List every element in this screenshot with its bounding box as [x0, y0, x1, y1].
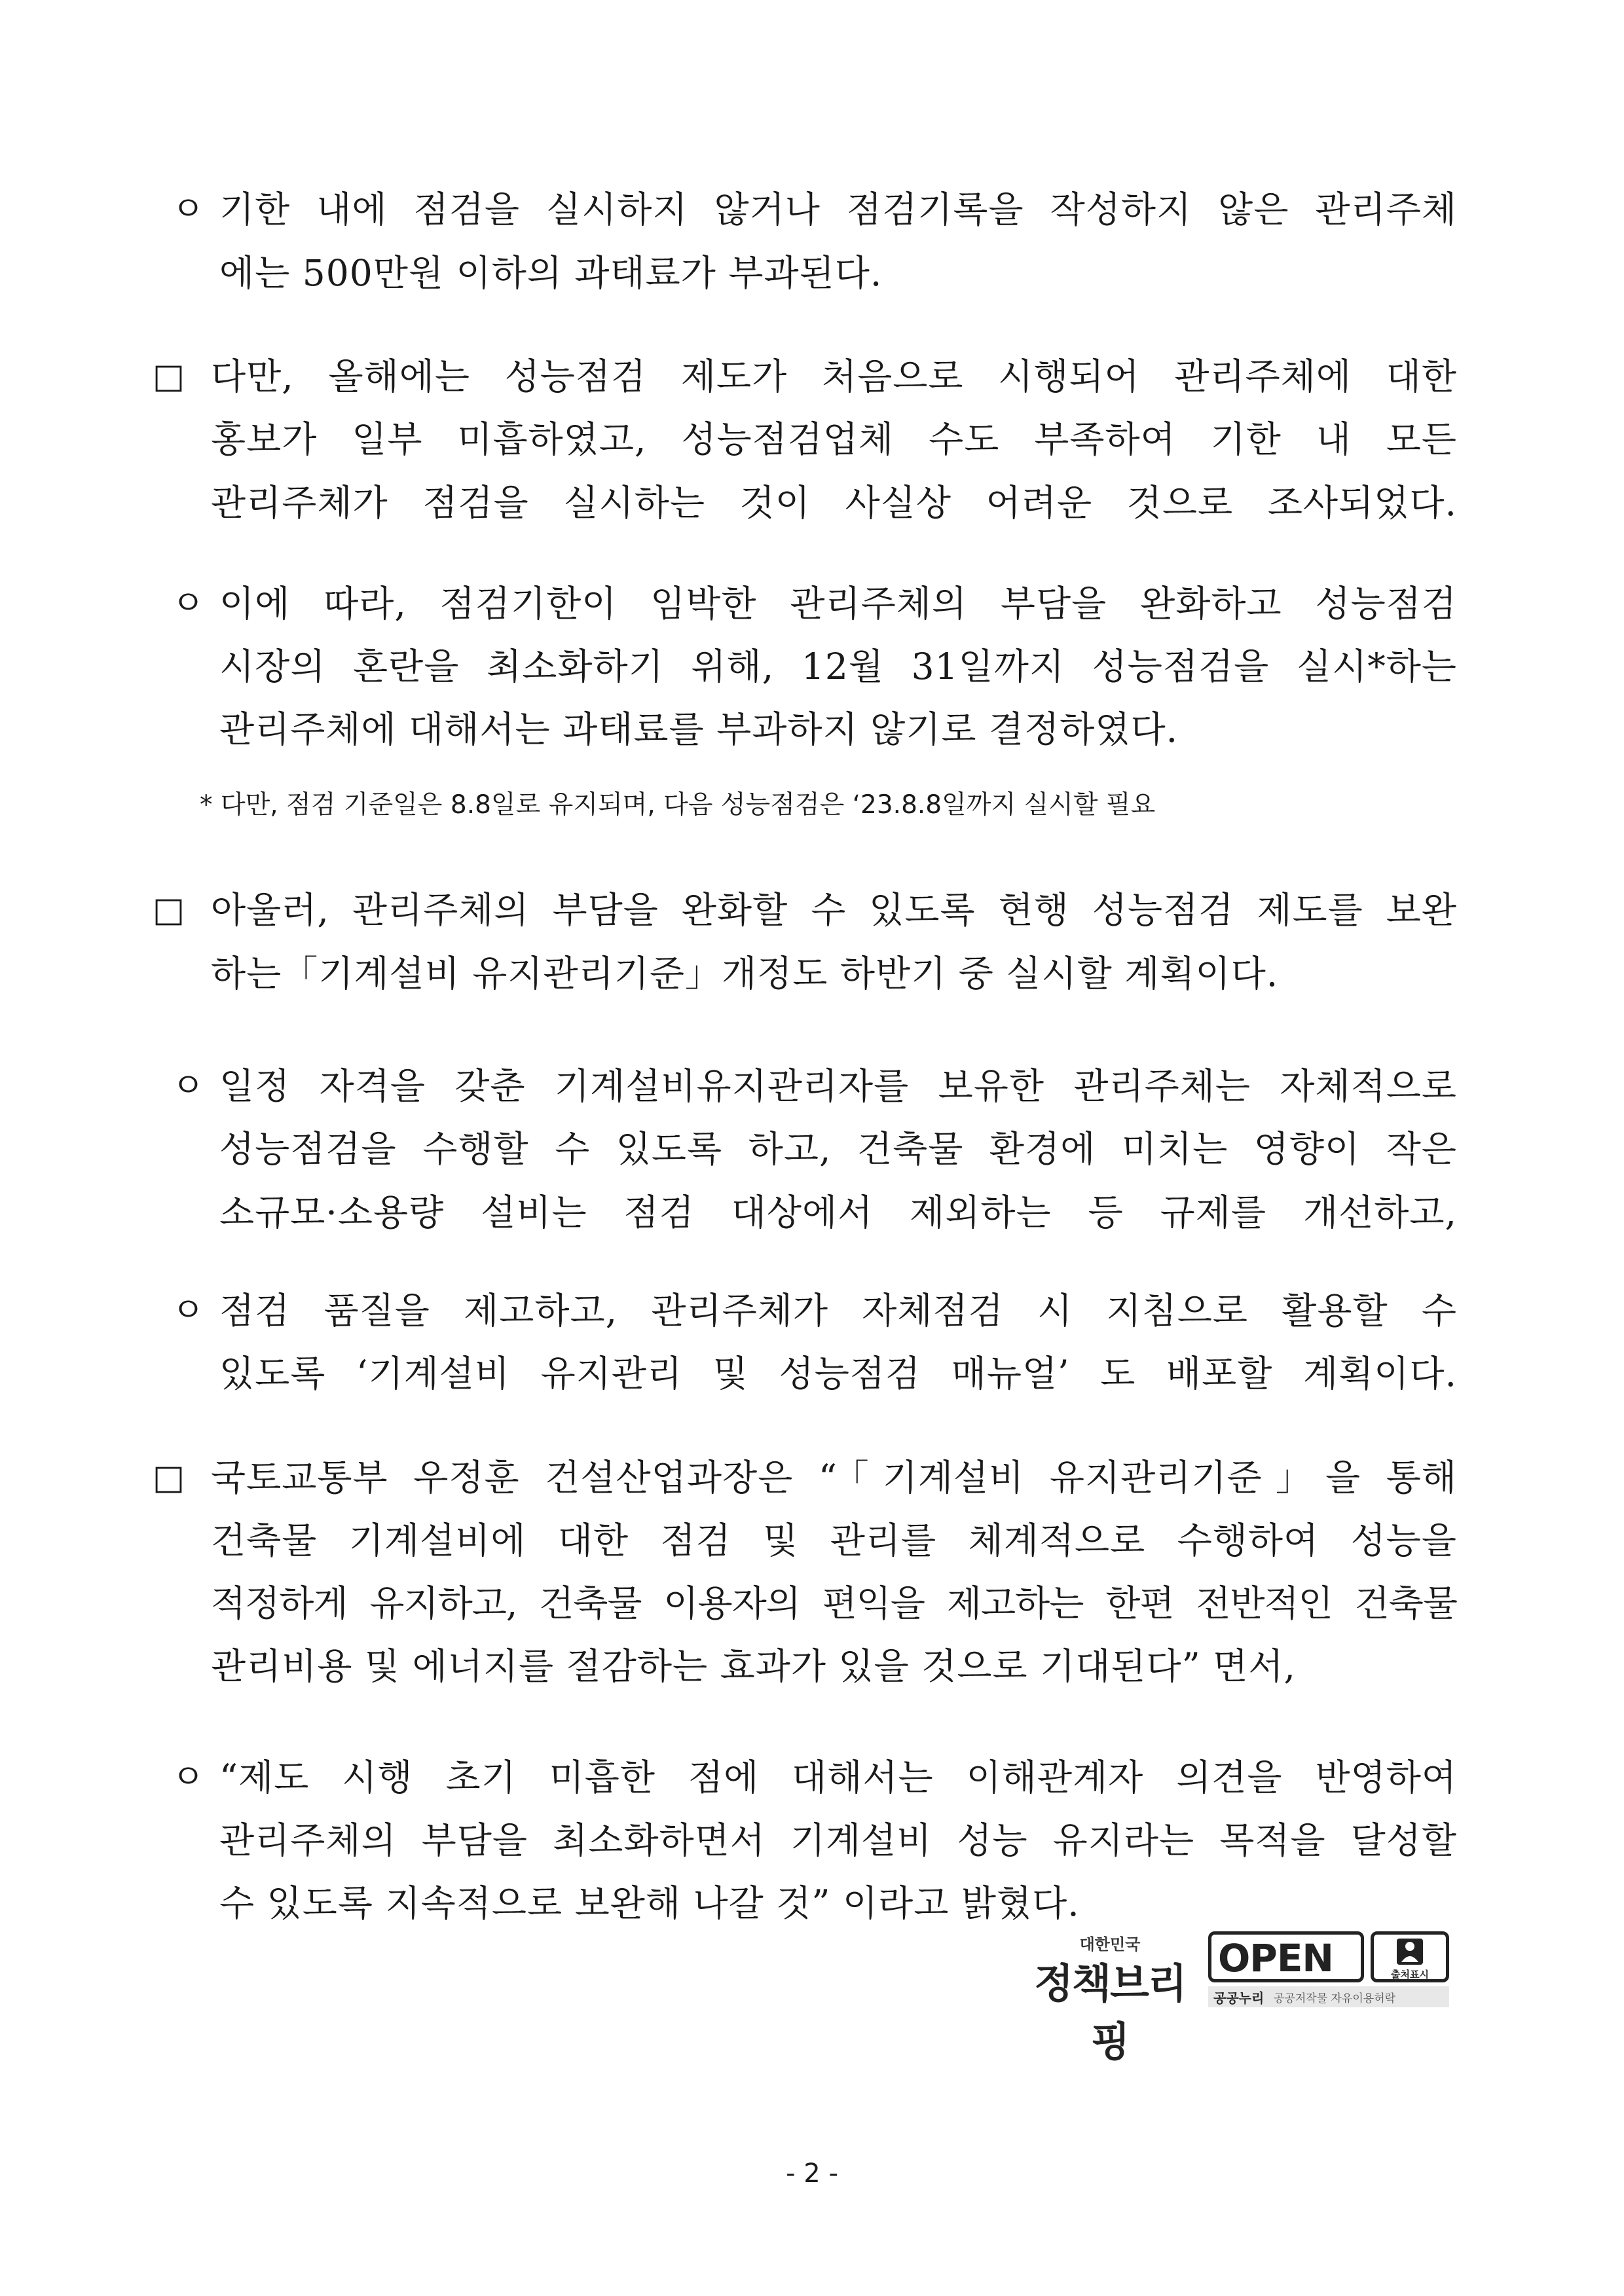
paragraph-line: 시장의 혼란을 최소화하기 위해, 12월 31일까지 성능점검을 실시*하는 [219, 646, 1457, 687]
circle-bullet: ㅇ [172, 1291, 205, 1330]
paragraph-line: 관리주체의 부담을 최소화하면서 기계설비 성능 유지라는 목적을 달성할 [219, 1819, 1457, 1861]
square-bullet: □ [153, 1458, 185, 1497]
circle-bullet: ㅇ [172, 584, 205, 623]
paragraph-line: 수 있도록 지속적으로 보완해 나갈 것” 이라고 밝혔다. [219, 1882, 1080, 1924]
open-label: OPEN [1218, 1936, 1333, 1980]
paragraph-line: 홍보가 일부 미흡하였고, 성능점검업체 수도 부족하여 기한 내 모든 [211, 418, 1457, 460]
policy-briefing-logo [1022, 1931, 1198, 2066]
paragraph-line: 적정하게 유지하고, 건축물 이용자의 편익을 제고하는 한편 전반적인 건축물 [211, 1582, 1457, 1624]
paragraph-line: 성능점검을 수행할 수 있도록 하고, 건축물 환경에 미치는 영향이 작은 [219, 1128, 1457, 1170]
logo-subtitle: 대한민국 [1079, 1935, 1141, 1954]
paragraph-line: 국토교통부 우정훈 건설산업과장은 “「기계설비 유지관리기준」을 통해 [211, 1457, 1457, 1499]
page-number: - 2 - [786, 2159, 838, 2189]
paragraph-line: “제도 시행 초기 미흡한 점에 대해서는 이해관계자 의견을 반영하여 [219, 1757, 1457, 1798]
circle-bullet: ㅇ [172, 1066, 205, 1106]
paragraph-line: 일정 자격을 갖춘 기계설비유지관리자를 보유한 관리주체는 자체적으로 [219, 1065, 1457, 1107]
paragraph-line: 다만, 올해에는 성능점검 제도가 처음으로 시행되어 관리주체에 대한 [211, 355, 1457, 397]
paragraph-line: 점검 품질을 제고하고, 관리주체가 자체점검 시 지침으로 활용할 수 [219, 1290, 1457, 1332]
paragraph-line: 이에 따라, 점검기한이 임박한 관리주체의 부담을 완화하고 성능점검 [219, 583, 1457, 625]
circle-bullet: ㅇ [172, 190, 205, 229]
paragraph-line: 아울러, 관리주체의 부담을 완화할 수 있도록 현행 성능점검 제도를 보완 [211, 889, 1457, 931]
attribution-label: 출처표시 [1391, 1969, 1429, 1980]
paragraph-line: 관리비용 및 에너지를 절감하는 효과가 있을 것으로 기대된다” 면서, [211, 1645, 1296, 1687]
paragraph-line: 기한 내에 점검을 실시하지 않거나 점검기록을 작성하지 않은 관리주체 [219, 189, 1457, 230]
square-bullet: □ [153, 357, 185, 396]
paragraph-line: 하는「기계설비 유지관리기준」개정도 하반기 중 실시할 계획이다. [211, 953, 1279, 994]
paragraph-line: 관리주체가 점검을 실시하는 것이 사실상 어려운 것으로 조사되었다. [211, 482, 1457, 524]
circle-bullet: ㅇ [172, 1758, 205, 1797]
paragraph-line: 관리주체에 대해서는 과태료를 부과하지 않기로 결정하였다. [219, 708, 1179, 750]
paragraph-line: 에는 500만원 이하의 과태료가 부과된다. [219, 252, 883, 294]
attribution-badge [1371, 1931, 1449, 1982]
square-bullet: □ [153, 890, 185, 930]
person-icon [1374, 1935, 1446, 1967]
open-badge [1208, 1931, 1364, 1982]
logo-title: 정책브리핑 [1034, 1959, 1186, 2066]
footnote: * 다만, 점검 기준일은 8.8일로 유지되며, 다음 성능점검은 ‘23.8.8일까지 실시할 필요 [200, 790, 1156, 820]
paragraph-line: 소규모·소용량 설비는 점검 대상에서 제외하는 등 규제를 개선하고, [219, 1192, 1457, 1233]
paragraph-line: 건축물 기계설비에 대한 점검 및 관리를 체계적으로 수행하여 성능을 [211, 1520, 1457, 1561]
kogl-open-license-logo [1208, 1931, 1454, 2010]
license-note: 공공저작물 자유이용허락 [1274, 1992, 1396, 2005]
paragraph-line: 있도록 ‘기계설비 유지관리 및 성능점검 매뉴얼’ 도 배포할 계획이다. [219, 1353, 1457, 1394]
license-brand: 공공누리 [1213, 1990, 1264, 2006]
